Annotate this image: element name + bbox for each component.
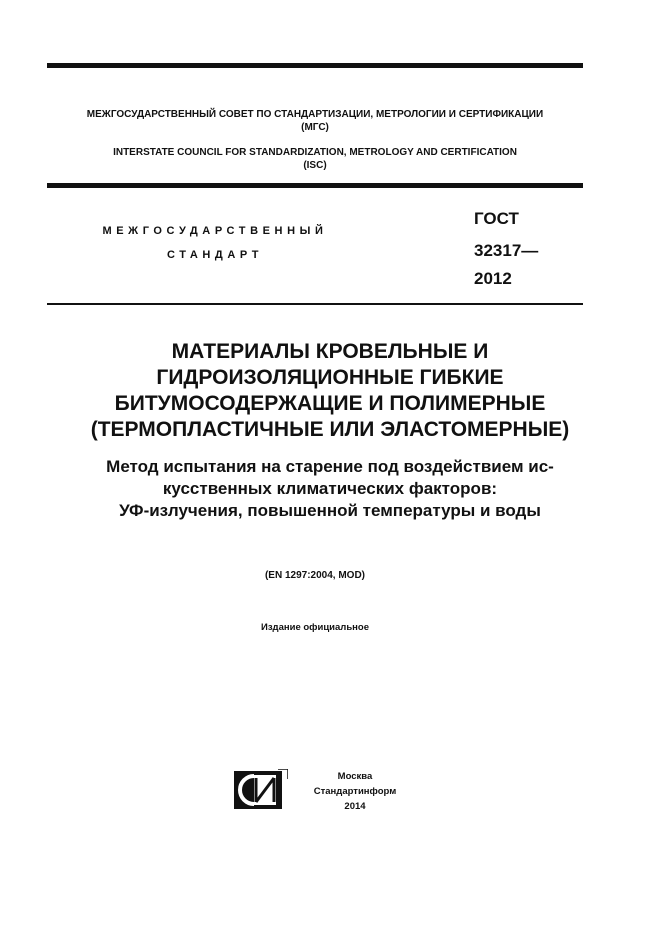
council-ru-abbr: (МГС) — [301, 122, 329, 133]
council-ru-line: МЕЖГОСУДАРСТВЕННЫЙ СОВЕТ ПО СТАНДАРТИЗАЦИИ, МЕТРОЛОГИИ И СЕРТИФИКАЦИИ — [86, 109, 544, 120]
title-line3: БИТУМОСОДЕРЖАЩИЕ И ПОЛИМЕРНЫЕ — [114, 392, 546, 415]
standard-type-line2: СТАНДАРТ — [166, 249, 264, 261]
standartinform-logo-icon — [234, 769, 288, 811]
gost-number: 32317— — [474, 241, 539, 260]
publisher-year: 2014 — [344, 801, 366, 812]
subtitle-line2: кусственных климатических факторов: — [162, 479, 498, 498]
council-en-line: INTERSTATE COUNCIL FOR STANDARDIZATION, METROLOGY AND CERTIFICATION — [113, 147, 517, 158]
gost-year: 2012 — [474, 269, 512, 288]
gost-label: ГОСТ — [474, 209, 519, 228]
subtitle-line3: УФ-излучения, повышенной температуры и воды — [119, 501, 541, 520]
subtitle-line1: Метод испытания на старение под воздействием ис- — [106, 457, 554, 476]
top-rule — [47, 63, 583, 68]
standard-type-line1: МЕЖГОСУДАРСТВЕННЫЙ — [102, 225, 328, 237]
council-bottom-rule — [47, 183, 583, 188]
publisher-name: Стандартинформ — [313, 786, 397, 797]
edition-note: Издание официальное — [261, 622, 369, 633]
title-line4: (ТЕРМОПЛАСТИЧНЫЕ ИЛИ ЭЛАСТОМЕРНЫЕ) — [90, 418, 570, 441]
council-en-abbr: (ISC) — [303, 160, 327, 171]
reference-standard: (EN 1297:2004, MOD) — [264, 570, 366, 581]
title-line1: МАТЕРИАЛЫ КРОВЕЛЬНЫЕ И — [171, 340, 489, 363]
publisher-city: Москва — [337, 771, 373, 782]
title-line2: ГИДРОИЗОЛЯЦИОННЫЕ ГИБКИЕ — [156, 366, 504, 389]
header-bottom-rule — [47, 303, 583, 305]
